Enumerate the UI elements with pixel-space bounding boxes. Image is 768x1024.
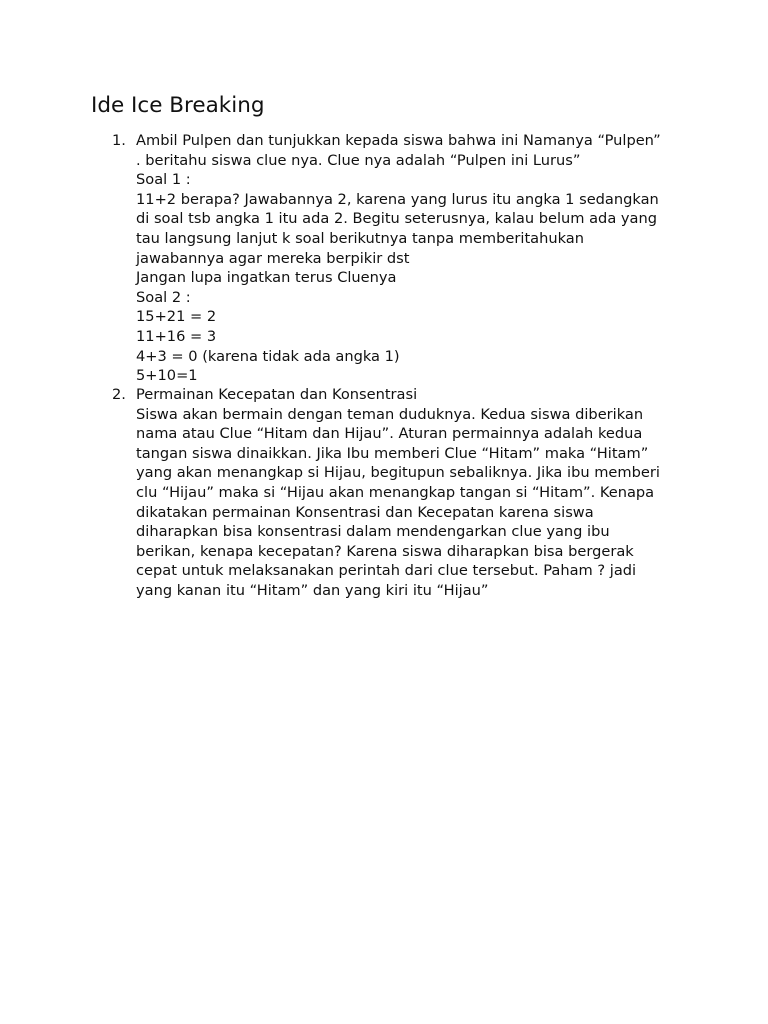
- text-line: yang akan menangkap si Hijau, begitupun sebaliknya. Jika ibu memberi: [136, 464, 660, 482]
- text-line: Ambil Pulpen dan tunjukkan kepada siswa bahwa ini Namanya “Pulpen”: [136, 132, 661, 149]
- text-line: . beritahu siswa clue nya. Clue nya adalah “Pulpen ini Lurus”: [136, 151, 581, 169]
- text-line: tangan siswa dinaikkan. Jika Ibu memberi Clue “Hitam” maka “Hitam”: [136, 444, 649, 462]
- text-line: di soal tsb angka 1 itu ada 2. Begitu seterusnya, kalau belum ada yang: [136, 210, 657, 228]
- text-line: Soal 1 :: [136, 171, 191, 189]
- text-line: 5+10=1: [136, 367, 198, 385]
- text-line: Jangan lupa ingatkan terus Cluenya: [136, 269, 397, 287]
- text-line: cepat untuk melaksanakan perintah dari clue tersebut. Paham ? jadi: [136, 562, 637, 580]
- text-line: clu “Hijau” maka si “Hijau akan menangkap tangan si “Hitam”. Kenapa: [136, 483, 655, 501]
- text-line: yang kanan itu “Hitam” dan yang kiri itu “Hijau”: [136, 581, 489, 599]
- text-line: 15+21 = 2: [136, 308, 217, 326]
- list-item-number: 2.: [112, 386, 126, 403]
- text-line: 11+16 = 3: [136, 327, 217, 345]
- text-line: nama atau Clue “Hitam dan Hijau”. Aturan permainnya adalah kedua: [136, 425, 643, 443]
- text-line: 11+2 berapa? Jawabannya 2, karena yang lurus itu angka 1 sedangkan: [136, 190, 659, 208]
- text-line: tau langsung lanjut k soal berikutnya tanpa memberitahukan: [136, 229, 584, 247]
- document-title: Ide Ice Breaking: [91, 93, 265, 118]
- text-line: jawabannya agar mereka berpikir dst: [136, 249, 410, 267]
- text-line: dikatakan permainan Konsentrasi dan Kecepatan karena siswa: [136, 503, 594, 521]
- list-item-body: [136, 131, 696, 386]
- list-item-body: [136, 385, 696, 601]
- text-line: Permainan Kecepatan dan Konsentrasi: [136, 386, 418, 403]
- text-line: 4+3 = 0 (karena tidak ada angka 1): [136, 347, 400, 365]
- list-item-number: 1.: [112, 132, 126, 149]
- text-line: diharapkan bisa konsentrasi dalam mendengarkan clue yang ibu: [136, 523, 610, 541]
- text-line: Siswa akan bermain dengan teman duduknya. Kedua siswa diberikan: [136, 405, 644, 423]
- text-line: berikan, kenapa kecepatan? Karena siswa diharapkan bisa bergerak: [136, 542, 634, 560]
- text-line: Soal 2 :: [136, 288, 191, 306]
